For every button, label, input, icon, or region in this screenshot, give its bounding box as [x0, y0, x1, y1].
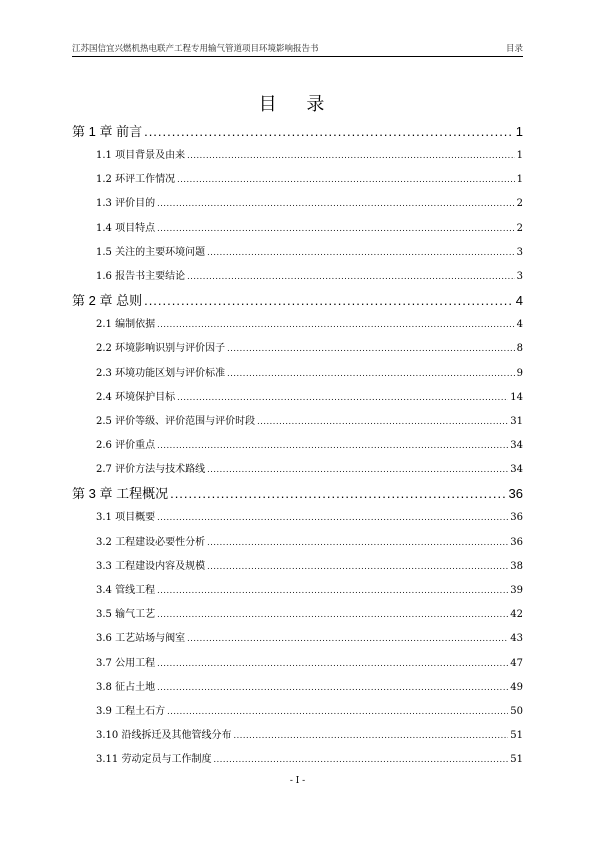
- toc-entry-page: 4: [515, 293, 523, 309]
- toc-entry-label: 2.7 评价方法与技术路线: [96, 464, 206, 476]
- toc-entry-page: 9: [516, 367, 523, 379]
- toc-section-entry[interactable]: [72, 700, 523, 724]
- toc-entry-page: 1: [515, 124, 523, 139]
- toc-section-entry[interactable]: [72, 627, 523, 651]
- toc-section-entry[interactable]: [72, 168, 523, 192]
- toc-entry-label: 2.5 评价等级、评价范围与评价时段: [96, 415, 256, 427]
- dot-leader: [227, 337, 515, 361]
- toc-section-entry[interactable]: [72, 410, 523, 434]
- toc-title: 目 录: [258, 94, 337, 115]
- toc-section-entry[interactable]: [72, 724, 523, 748]
- header-document-title: 江苏国信宜兴燃机热电联产工程专用输气管道项目环境影响报告书: [72, 44, 319, 54]
- toc-chapter-entry[interactable]: [72, 120, 523, 144]
- toc-entry-page: 2: [516, 222, 523, 234]
- toc-entry-label: 2.3 环境功能区划与评价标准: [96, 367, 226, 379]
- page-header: [72, 40, 523, 57]
- toc-section-entry[interactable]: [72, 652, 523, 676]
- dot-leader: [207, 531, 508, 555]
- toc-entry-label: 2.1 编制依据: [96, 319, 156, 331]
- toc-entry-page: 36: [508, 486, 523, 502]
- toc-entry-page: 4: [516, 319, 523, 331]
- toc-entry-page: 14: [510, 391, 523, 403]
- toc-entry-page: 34: [510, 464, 523, 476]
- toc-entry-page: 2: [516, 198, 523, 210]
- dot-leader: [257, 410, 508, 434]
- dot-leader: [157, 652, 508, 676]
- toc-entry-label: 3.2 工程建设必要性分析: [96, 536, 206, 548]
- toc-entry-page: 36: [510, 536, 523, 548]
- toc-section-entry[interactable]: [72, 676, 523, 700]
- dot-leader: [144, 120, 514, 144]
- table-of-contents: [72, 120, 523, 773]
- dot-leader: [157, 192, 515, 216]
- toc-entry-label: 第 3 章 工程概况: [72, 486, 169, 502]
- toc-entry-page: 51: [510, 754, 523, 766]
- toc-entry-label: 1.2 环评工作情况: [96, 174, 176, 186]
- dot-leader: [207, 458, 508, 482]
- toc-entry-label: 第 1 章 前言: [72, 124, 143, 139]
- toc-entry-label: 2.4 环境保护目标: [96, 391, 176, 403]
- toc-section-entry[interactable]: [72, 217, 523, 241]
- page-number: - I -: [289, 776, 306, 786]
- toc-section-entry[interactable]: [72, 603, 523, 627]
- toc-section-entry[interactable]: [72, 265, 523, 289]
- toc-entry-label: 3.9 工程土石方: [96, 705, 166, 717]
- dot-leader: [187, 627, 508, 651]
- toc-section-entry[interactable]: [72, 458, 523, 482]
- toc-section-entry[interactable]: [72, 362, 523, 386]
- toc-entry-page: 1: [516, 150, 523, 161]
- dot-leader: [157, 579, 508, 603]
- toc-entry-label: 第 2 章 总则: [72, 293, 143, 309]
- dot-leader: [170, 482, 506, 506]
- dot-leader: [177, 168, 515, 192]
- dot-leader: [167, 700, 508, 724]
- toc-section-entry[interactable]: [72, 434, 523, 458]
- dot-leader: [157, 434, 508, 458]
- dot-leader: [227, 362, 515, 386]
- toc-section-entry[interactable]: [72, 313, 523, 337]
- toc-entry-label: 1.6 报告书主要结论: [96, 270, 186, 282]
- dot-leader: [177, 386, 508, 410]
- toc-section-entry[interactable]: [72, 506, 523, 530]
- toc-section-entry[interactable]: [72, 579, 523, 603]
- toc-section-entry[interactable]: [72, 337, 523, 361]
- dot-leader: [187, 265, 515, 289]
- toc-entry-label: 3.7 公用工程: [96, 657, 156, 669]
- toc-entry-label: 3.10 沿线拆迁及其他管线分布: [96, 730, 232, 742]
- dot-leader: [213, 748, 508, 772]
- toc-entry-label: 3.5 输气工艺: [96, 609, 156, 621]
- dot-leader: [233, 724, 508, 748]
- toc-entry-label: 1.3 评价目的: [96, 198, 156, 210]
- toc-entry-page: 47: [510, 657, 523, 669]
- dot-leader: [157, 603, 508, 627]
- toc-entry-label: 3.11 劳动定员与工作制度: [96, 754, 212, 766]
- dot-leader: [144, 289, 514, 313]
- dot-leader: [157, 313, 515, 337]
- toc-section-entry[interactable]: [72, 386, 523, 410]
- toc-entry-page: 51: [510, 730, 523, 742]
- toc-section-entry[interactable]: [72, 531, 523, 555]
- toc-entry-page: 31: [510, 415, 523, 427]
- toc-entry-label: 3.3 工程建设内容及规模: [96, 560, 206, 572]
- dot-leader: [157, 676, 508, 700]
- toc-entry-page: 1: [516, 174, 523, 186]
- toc-entry-page: 43: [510, 633, 523, 645]
- dot-leader: [207, 241, 515, 265]
- toc-section-entry[interactable]: [72, 192, 523, 216]
- toc-entry-label: 1.1 项目背景及由来: [96, 150, 186, 161]
- dot-leader: [157, 217, 515, 241]
- toc-entry-label: 1.5 关注的主要环境问题: [96, 246, 206, 258]
- toc-entry-page: 3: [516, 270, 523, 282]
- toc-entry-page: 38: [510, 560, 523, 572]
- toc-entry-label: 3.6 工艺站场与阀室: [96, 633, 186, 645]
- toc-entry-label: 2.2 环境影响识别与评价因子: [96, 343, 226, 355]
- toc-entry-page: 50: [510, 705, 523, 717]
- toc-entry-label: 3.1 项目概要: [96, 512, 156, 524]
- toc-entry-label: 2.6 评价重点: [96, 440, 156, 452]
- toc-entry-page: 49: [510, 681, 523, 693]
- toc-chapter-entry[interactable]: [72, 289, 523, 313]
- toc-section-entry[interactable]: [72, 555, 523, 579]
- toc-entry-label: 1.4 项目特点: [96, 222, 156, 234]
- toc-section-entry[interactable]: [72, 241, 523, 265]
- toc-entry-page: 34: [510, 440, 523, 452]
- toc-section-entry[interactable]: [72, 144, 523, 168]
- dot-leader: [187, 144, 515, 168]
- toc-entry-page: 8: [516, 343, 523, 355]
- toc-entry-page: 42: [510, 609, 523, 621]
- header-section-label: 目录: [505, 44, 523, 54]
- dot-leader: [207, 555, 508, 579]
- toc-entry-label: 3.8 征占土地: [96, 681, 156, 693]
- toc-section-entry[interactable]: [72, 748, 523, 772]
- toc-entry-page: 3: [516, 246, 523, 258]
- toc-entry-label: 3.4 管线工程: [96, 585, 156, 596]
- dot-leader: [157, 506, 508, 530]
- toc-chapter-entry[interactable]: [72, 482, 523, 506]
- toc-entry-page: 36: [510, 512, 523, 524]
- toc-entry-page: 39: [510, 585, 523, 596]
